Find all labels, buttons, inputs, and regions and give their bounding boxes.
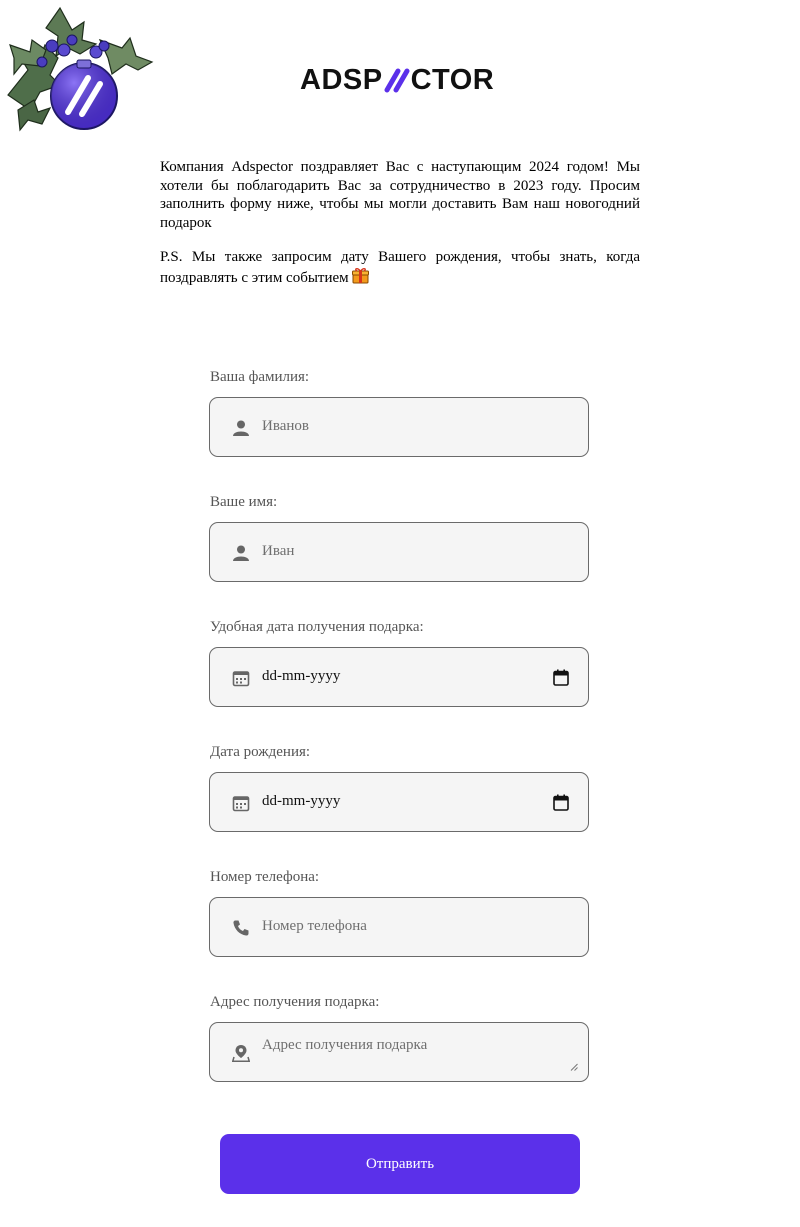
address-placeholder: Адрес получения подарка [262, 1037, 428, 1053]
map-pin-icon [232, 1044, 250, 1062]
surname-field[interactable] [209, 397, 589, 457]
calendar-picker-icon[interactable] [553, 669, 569, 686]
adspector-logo [300, 60, 502, 100]
intro-postscript: P.S. Мы также запросим дату Вашего рождения, чтобы знать, когда поздравлять с этим событием [160, 249, 640, 286]
name-label: Ваше имя: [210, 494, 278, 510]
gift-date-label: Удобная дата получения подарка: [210, 619, 424, 635]
intro-paragraph: Компания Adspector поздравляет Вас с наступающим 2024 годом! Мы хотели бы поблагодарить Вас за сотрудничество в 2023 году. Просим заполнить форму ниже, чтобы мы могли доставить Вам наш новогодний подарок [160, 159, 640, 231]
name-placeholder: Иван [262, 543, 295, 559]
logo-text-left: ADSP [300, 63, 383, 96]
birth-date-value: dd-mm-yyyy [262, 793, 341, 809]
christmas-ornament-icon [0, 0, 160, 135]
calendar-picker-icon[interactable] [553, 794, 569, 811]
person-icon [232, 419, 250, 437]
phone-placeholder: Номер телефона [262, 918, 367, 934]
phone-label: Номер телефона: [210, 869, 320, 885]
resize-handle-icon[interactable] [570, 1063, 578, 1071]
gift-date-field[interactable] [209, 647, 589, 707]
surname-label: Ваша фамилия: [210, 369, 310, 385]
birth-date-field[interactable] [209, 772, 589, 832]
address-label: Адрес получения подарка: [210, 994, 380, 1010]
calendar-icon [232, 794, 250, 812]
phone-field[interactable] [209, 897, 589, 957]
gift-date-value: dd-mm-yyyy [262, 668, 341, 684]
name-field[interactable] [209, 522, 589, 582]
surname-placeholder: Иванов [262, 418, 309, 434]
submit-button[interactable]: Отправить [220, 1134, 580, 1194]
intro-text [160, 158, 640, 303]
phone-icon [232, 919, 250, 937]
calendar-icon [232, 669, 250, 687]
gift-icon [352, 267, 369, 284]
address-field[interactable] [209, 1022, 589, 1082]
logo-text-right: CTOR [410, 63, 495, 96]
birth-date-label: Дата рождения: [210, 744, 311, 760]
person-icon [232, 544, 250, 562]
logo-slash-icon [384, 67, 410, 93]
